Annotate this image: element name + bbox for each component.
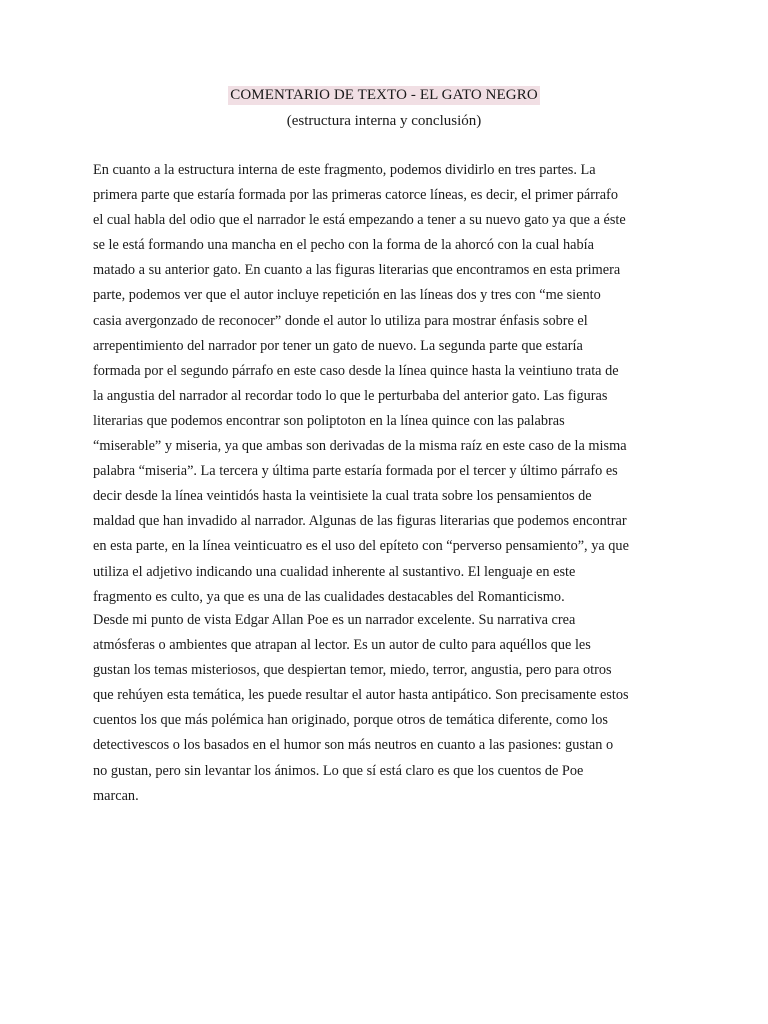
paragraph-line: marcan. [93, 787, 139, 804]
paragraph-line: matado a su anterior gato. En cuanto a las figuras literarias que encontramos en esta primera [93, 262, 621, 279]
subtitle-container [0, 112, 768, 131]
paragraph-line: Desde mi punto de vista Edgar Allan Poe es un narrador excelente. Su narrativa crea [93, 612, 576, 628]
paragraph-line: detectivescos o los basados en el humor son más neutros en cuanto a las pasiones: gustan o [93, 737, 614, 754]
paragraph-line: cuentos los que más polémica han originado, porque otros de temática diferente, como los [93, 712, 608, 729]
paragraph-line: En cuanto a la estructura interna de este fragmento, podemos dividirlo en tres partes. La [93, 162, 596, 178]
paragraph-line: parte, podemos ver que el autor incluye repetición en las líneas dos y tres con “me siento [93, 287, 601, 304]
paragraph-line: atmósferas o ambientes que atrapan al lector. Es un autor de culto para aquéllos que les [93, 637, 591, 654]
paragraph-line: no gustan, pero sin levantar los ánimos. Lo que sí está claro es que los cuentos de Poe [93, 762, 584, 779]
paragraph-structure [93, 158, 675, 610]
document-subtitle: (estructura interna y conclusión) [286, 113, 482, 129]
paragraph-line: palabra “miseria”. La tercera y última parte estaría formada por el tercer y último párrafo es [93, 463, 618, 480]
paragraph-line: se le está formando una mancha en el pecho con la forma de la ahorcó con la cual había [93, 237, 594, 254]
paragraph-line: que rehúyen esta temática, les puede resultar el autor hasta antipático. Son precisamente estos [93, 687, 629, 704]
paragraph-line: el cual habla del odio que el narrador le está empezando a tener a su nuevo gato ya que a éste [93, 212, 626, 229]
paragraph-line: maldad que han invadido al narrador. Algunas de las figuras literarias que podemos encontrar [93, 513, 627, 530]
paragraph-line: decir desde la línea veintidós hasta la veintisiete la cual trata sobre los pensamientos de [93, 488, 592, 505]
paragraph-line: primera parte que estaría formada por las primeras catorce líneas, es decir, el primer párrafo [93, 187, 618, 204]
paragraph-line: arrepentimiento del narrador por tener un gato de nuevo. La segunda parte que estaría [93, 337, 583, 354]
paragraph-line: la angustia del narrador al recordar todo lo que le perturbaba del anterior gato. Las figuras [93, 387, 608, 404]
paragraph-line: “miserable” y miseria, ya que ambas son derivadas de la misma raíz en este caso de la misma [93, 438, 627, 455]
paragraph-line: casia avergonzado de reconocer” donde el autor lo utiliza para mostrar énfasis sobre el [93, 312, 588, 329]
paragraph-conclusion [93, 608, 675, 809]
document-title: COMENTARIO DE TEXTO - EL GATO NEGRO [230, 87, 538, 103]
title-container [0, 86, 768, 105]
paragraph-line: formada por el segundo párrafo en este caso desde la línea quince hasta la veintiuno trata de [93, 362, 619, 379]
paragraph-line: utiliza el adjetivo indicando una cualidad inherente al sustantivo. El lenguaje en este [93, 563, 576, 580]
paragraph-line: en esta parte, en la línea veinticuatro es el uso del epíteto con “perverso pensamiento”, ya que [93, 538, 629, 555]
paragraph-line: fragmento es culto, ya que es una de las cualidades destacables del Romanticismo. [93, 588, 565, 605]
paragraph-line: literarias que podemos encontrar son poliptoton en la línea quince con las palabras [93, 412, 565, 429]
paragraph-line: gustan los temas misteriosos, que despiertan temor, miedo, terror, angustia, pero para otros [93, 662, 612, 679]
